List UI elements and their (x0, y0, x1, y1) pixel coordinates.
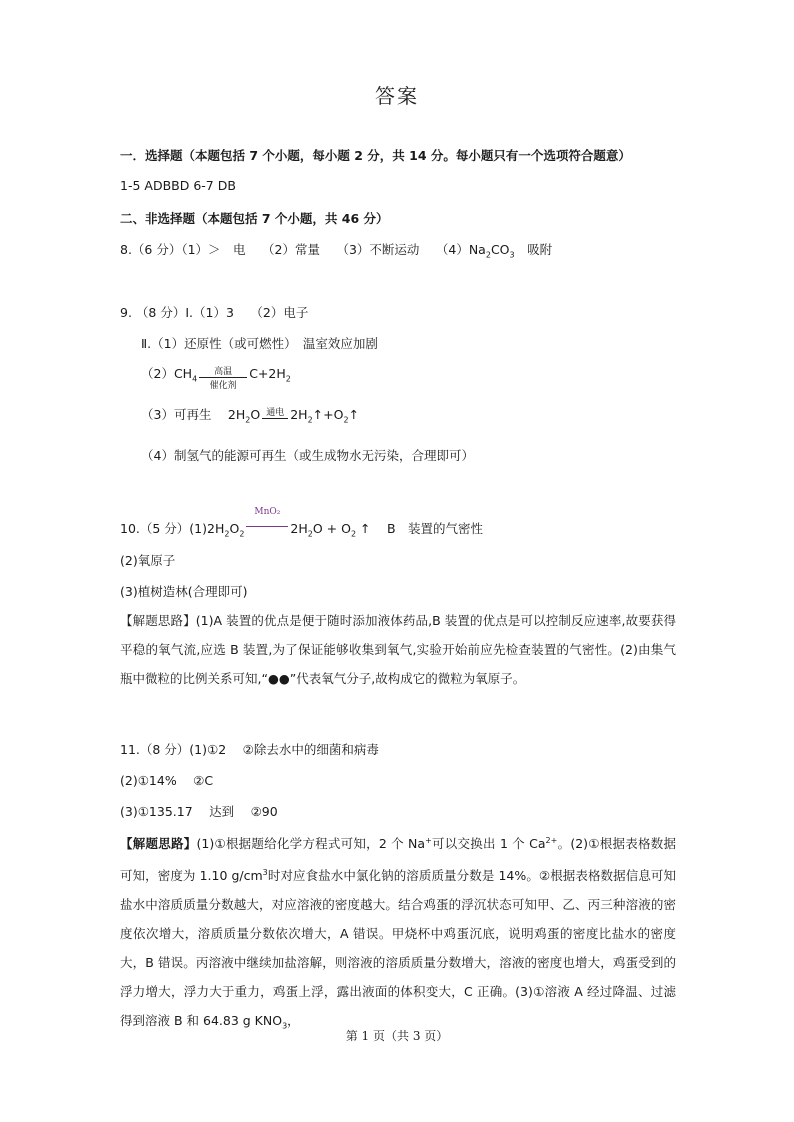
q9-line2: Ⅱ.（1）还原性（或可燃性） 温室效应加剧 (141, 336, 378, 351)
page-footer: 第 1 页（共 3 页） (345, 1029, 449, 1043)
q8-answer: 8.（6 分）（1）＞ 电 （2）常量 （3）不断运动 $(4)Na_2CO_3$ 吸附 (120, 242, 553, 260)
q11-line3: (3)①135.17 达到 ②90 (120, 804, 278, 819)
reaction-condition: 高温 催化剂 (199, 366, 247, 378)
q11-line2: (2)①14% ②C (120, 773, 214, 788)
q10-analysis: 【解题思路】(1)A 装置的优点是便于随时添加液体药品,B 装置的优点是可以控制反应速率,故要获得平稳的氧气流,应选 B 装置,为了保证能够收集到氧气,实验开始前应先检查装置的气密性。(2)由集气瓶中微粒的比例关系可知,“●●”代表氧气分子,故构成它的微粒为氧原子。 (120, 613, 676, 686)
section1-heading: 一．选择题（本题包括 7 个小题，每小题 2 分，共 14 分。每小题只有一个选项符合题意） (120, 148, 631, 163)
choice-answers: 1-5 ADBBD 6-7 DB (120, 178, 236, 193)
q10-line2: (2)氧原子 (120, 553, 176, 568)
reaction-condition: 通电 (262, 407, 288, 419)
catalyst-condition: MnO₂ (246, 521, 288, 533)
page-title: 答案 (375, 84, 419, 108)
q9-line1: 9. （8 分）Ⅰ.（1）3 （2）电子 (120, 305, 309, 320)
q9-line3: $(2)CH_4$ 高温 催化剂 $C+2H_2$ (141, 366, 291, 391)
q11-line1: 11.（8 分）(1)①2 ②除去水中的细菌和病毒 (120, 742, 379, 757)
q10-line3: (3)植树造林(合理即可) (120, 584, 248, 599)
q10-line1: 10.（5 分）$(1)2H_2O_2$ MnO₂ $2H_2O + O_2$ ↑ B 装置的气密性 (120, 507, 484, 539)
q9-line4: （3）可再生 $2H_2O$ 通电 $2H_2↑+O_2↑$ (141, 407, 360, 425)
q9-line5: （4）制氢气的能源可再生（或生成物水无污染，合理即可） (141, 448, 474, 463)
q11-analysis: 【解题思路】(1)①根据题给化学方程式可知，2 个 Na+可以交换出 1 个 $Ca^{2+}$。(2)①根据表格数据可知，密度为 1.10 $g/cm^3$时对应食盐水中氯化钠的溶质质量分数是 14%。②根据表格数据信息可知盐水中溶质质量分数越大，对应溶液的密度越大。结合鸡蛋的浮沉状态可知甲、乙、丙三种溶液的密度依次增大，溶质质量分数依次增大，A 错误。甲烧杯中鸡蛋沉底，说明鸡蛋的密度比盐水的密度大，B 错误。丙溶液中继续加盐溶解，则溶液的溶质质量分数增大，溶液的密度也增大，鸡蛋受到的浮力增大，浮力大于重力，鸡蛋上浮，露出液面的体积变大，C 正确。(3)①溶液 A 经过降温、过滤得到溶液 B 和 64.83 g $KNO_3$， (120, 836, 676, 1031)
section2-heading: 二、非选择题（本题包括 7 个小题，共 46 分） (120, 211, 389, 226)
